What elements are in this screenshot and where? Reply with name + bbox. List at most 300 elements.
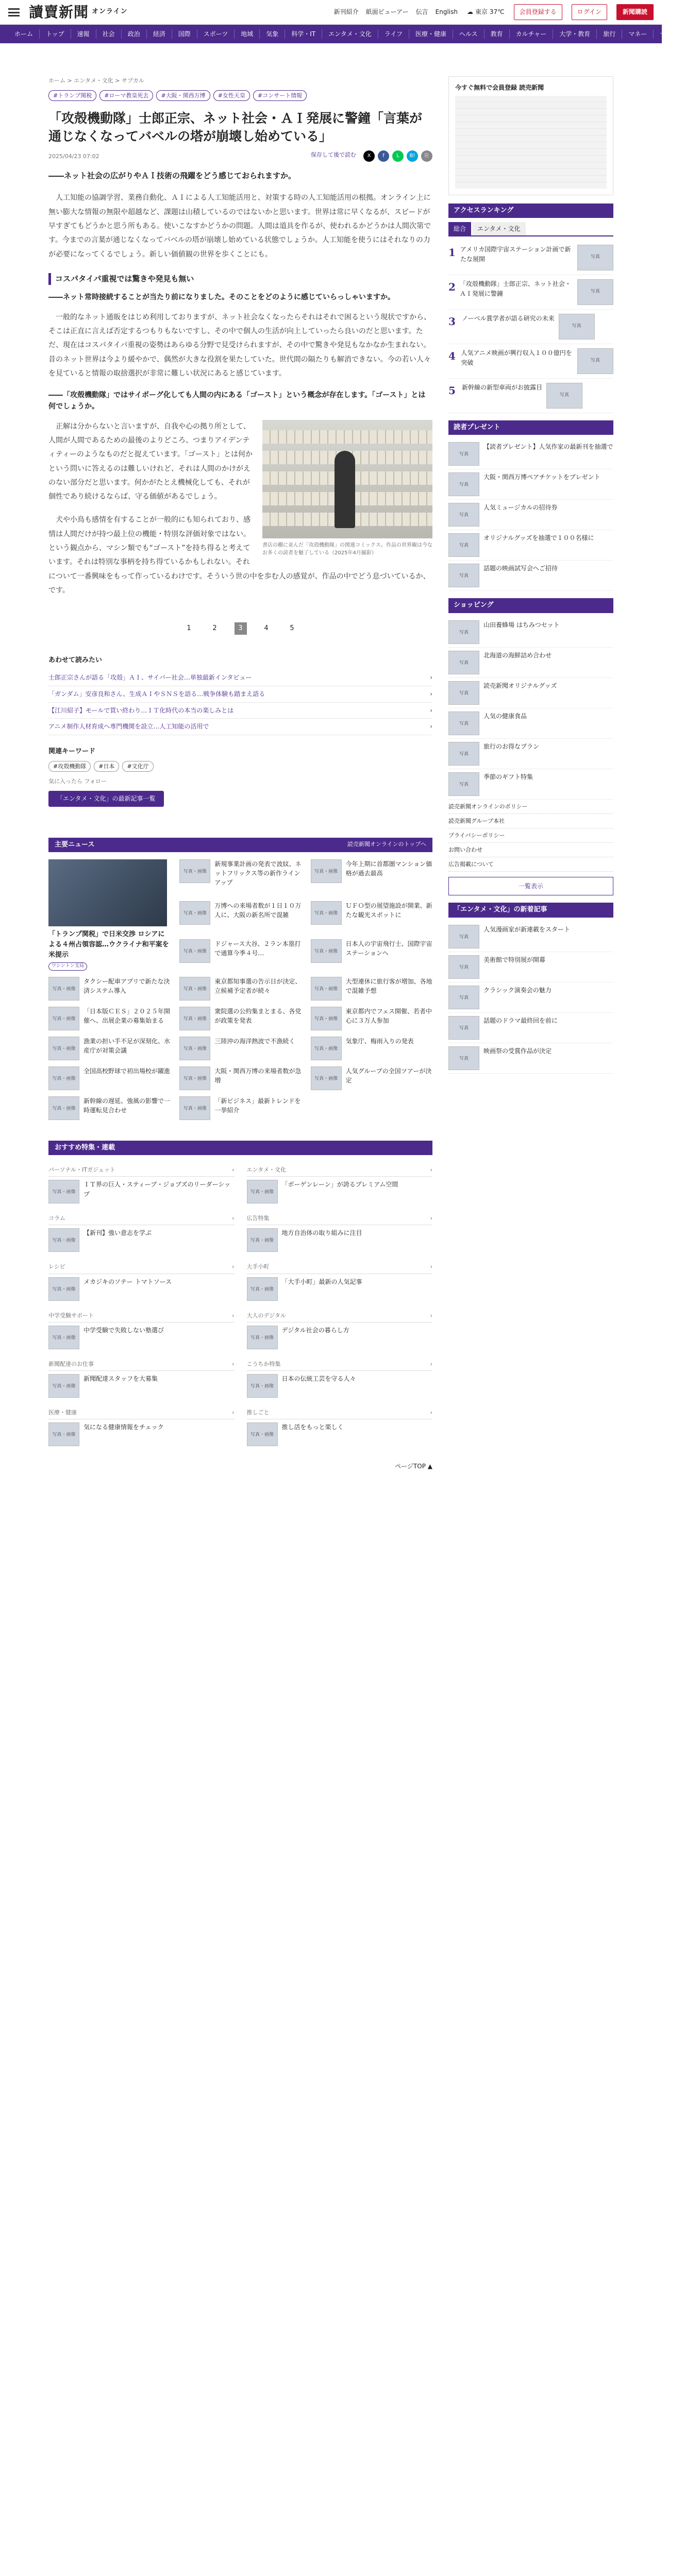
news-thumb[interactable]: 写真・画像 xyxy=(311,977,342,1001)
culture-title[interactable]: 映画祭の受賞作品が決定 xyxy=(483,1047,552,1055)
feature-thumb[interactable]: 写真・画像 xyxy=(48,1422,79,1446)
chevron-right-icon[interactable]: › xyxy=(430,1263,432,1270)
ranking-thumb[interactable]: 写真 xyxy=(577,279,613,305)
culture-item[interactable] xyxy=(448,952,613,982)
chevron-right-icon[interactable]: › xyxy=(430,1166,432,1174)
cloud-icon: ☁ xyxy=(467,8,473,16)
shop-title[interactable]: 旅行のお得なプラン xyxy=(483,742,540,750)
news-item[interactable] xyxy=(48,1096,170,1120)
news-title[interactable]: 人気グループの全国ツアーが決定 xyxy=(345,1067,432,1084)
figure-caption: 書店の棚に並んだ「攻殻機動隊」の関連コミックス。作品の世界観は今なお多くの読者を魅了している（2025年4月撮影） xyxy=(262,542,432,556)
feature-category-label[interactable]: 大人のデジタル xyxy=(246,1312,286,1319)
shop-item[interactable] xyxy=(448,648,613,678)
feature-thumb[interactable]: 写真・画像 xyxy=(247,1277,278,1301)
pagination xyxy=(48,622,432,635)
ranking-item[interactable] xyxy=(448,379,613,413)
feature-category-label[interactable]: コラム xyxy=(48,1215,65,1222)
policy-link[interactable]: 広告掲載について xyxy=(448,857,613,872)
bookstore-photo[interactable] xyxy=(262,420,432,538)
trend-tag[interactable]: #大阪・関西万博 xyxy=(156,90,210,101)
ranking-item[interactable] xyxy=(448,275,613,310)
feature-category xyxy=(48,1260,235,1274)
feature-category-label[interactable]: 新聞配達のお仕事 xyxy=(48,1360,94,1367)
shop-thumb[interactable]: 写真 xyxy=(448,620,479,644)
chevron-right-icon[interactable]: › xyxy=(430,1409,432,1416)
present-item[interactable] xyxy=(448,469,613,500)
feature-category-label[interactable]: 広告特集 xyxy=(246,1215,270,1222)
feature-category-label[interactable]: 中学受験サポート xyxy=(48,1312,94,1319)
feature-category xyxy=(247,1260,433,1274)
news-title[interactable]: 日本人の宇宙飛行士、国際宇宙ステーションへ xyxy=(345,940,432,957)
shop-title[interactable]: 人気の健康食品 xyxy=(483,712,527,720)
ranking-title[interactable]: ノーベル賞学者が語る研究の未来 xyxy=(462,315,555,323)
news-thumb[interactable]: 写真・画像 xyxy=(179,859,210,883)
keyword-tag[interactable]: #文化庁 xyxy=(122,761,153,772)
article-title: 「攻殻機動隊」士郎正宗、ネット社会・ＡＩ発展に警鐘「言葉が通じなくなってバベルの塔が崩壊し始めている」 xyxy=(48,111,423,144)
culture-thumb[interactable]: 写真 xyxy=(448,986,479,1009)
feature-item[interactable] xyxy=(247,1274,433,1301)
nav-item[interactable]: 医療・健康 xyxy=(409,29,453,39)
page-link-4[interactable]: 4 xyxy=(264,624,269,633)
related-item[interactable] xyxy=(48,686,432,703)
nav-item[interactable]: ライフ xyxy=(378,29,409,39)
feature-title[interactable]: ＩＴ界の巨人・スティーブ・ジョブズのリーダーシップ xyxy=(83,1181,231,1198)
news-title[interactable]: 東京都知事選の告示日が決定、立候補予定者が続々 xyxy=(214,978,302,995)
trend-tag[interactable]: #ローマ教皇死去 xyxy=(99,90,153,101)
present-title[interactable]: オリジナルグッズを抽選で１００名様に xyxy=(483,534,594,542)
news-thumb[interactable]: 写真・画像 xyxy=(48,1066,79,1090)
top-link-2[interactable]: 伝言 xyxy=(415,8,428,16)
news-item[interactable] xyxy=(179,1066,301,1090)
news-item[interactable] xyxy=(179,1037,301,1060)
shop-thumb[interactable]: 写真 xyxy=(448,711,479,735)
article-meta xyxy=(48,150,432,162)
publish-date: 2025/04/23 07:02 xyxy=(48,152,99,160)
news-thumb[interactable]: 写真・画像 xyxy=(179,1007,210,1030)
shop-thumb[interactable]: 写真 xyxy=(448,772,479,796)
nav-item[interactable]: 旅行 xyxy=(597,29,622,39)
feature-thumb[interactable]: 写真・画像 xyxy=(48,1326,79,1349)
news-title[interactable]: 大阪・関西万博の来場者数が急増 xyxy=(214,1067,302,1084)
news-title[interactable]: 気象庁、梅雨入りの発表 xyxy=(345,1038,414,1045)
feature-category-label[interactable]: エンタメ・文化 xyxy=(246,1166,287,1174)
main-news-top-link[interactable]: 読売新聞オンラインのトップへ xyxy=(347,840,426,848)
news-thumb[interactable]: 写真・画像 xyxy=(311,1066,342,1090)
related-link[interactable]: アニメ制作人材育成へ専門機関を設立…人工知能の活用で xyxy=(48,723,209,731)
chevron-right-icon[interactable]: › xyxy=(430,1215,432,1222)
news-item[interactable] xyxy=(311,859,432,895)
feature-thumb[interactable]: 写真・画像 xyxy=(48,1277,79,1301)
present-item[interactable] xyxy=(448,561,613,591)
culture-title[interactable]: 人気漫画家が新連載をスタート xyxy=(483,925,571,933)
page-link-1[interactable]: 1 xyxy=(187,624,191,633)
culture-title[interactable]: 美術館で特別展が開幕 xyxy=(483,956,546,963)
site-logo[interactable] xyxy=(29,1,128,23)
nav-item[interactable]: 速報 xyxy=(71,29,96,39)
present-title[interactable]: 大阪・関西万博ペアチケットをプレゼント xyxy=(483,473,600,481)
login-button[interactable]: ログイン xyxy=(572,4,607,20)
page-top-link[interactable]: ページTOP ▲ xyxy=(395,1462,432,1470)
more-button[interactable]: 一覧表示 xyxy=(448,877,613,896)
rank-number: 2 xyxy=(448,281,456,294)
top-link-0[interactable]: 新刊紹介 xyxy=(333,8,359,16)
news-item[interactable] xyxy=(179,859,301,895)
news-title[interactable]: 東京都内でフェス開催、若者中心に３万人参加 xyxy=(345,1008,432,1025)
shop-item[interactable] xyxy=(448,617,613,648)
news-title[interactable]: 万博への来場者数が１日１０万人に、大阪の新名所で混雑 xyxy=(214,902,302,919)
paragraph-2: 一般的なネット通販をはじめ利用しておりますが、ネット社会なくなったらそれはそれで困るという現状ですから、そこは正直に言えば否定するつもりもないですし、その中で個人の生活が向上していったら良いのだと思います。ただ、現在はコスパタイパ重視の姿勢はあらゆる分野で見受けられますが、その中で驚きや発見もなかなか生まれない。昔のネット世界は今より緩やかで、偶然が大きな役割を果たしていた。世代間の隔たりも解消できない。今の若い人々を見ていると情報の取捨選択が非常に難しい状況にあると感じています。 xyxy=(48,313,431,378)
chevron-right-icon[interactable]: › xyxy=(232,1409,235,1416)
feature-category xyxy=(48,1212,235,1225)
feature-category-label[interactable]: レシピ xyxy=(48,1263,65,1270)
present-title[interactable]: 人気ミュージカルの招待券 xyxy=(483,504,558,512)
ranking-title[interactable]: 「攻殻機動隊」士郎正宗、ネット社会・ＡＩ発展に警鐘 xyxy=(459,280,571,297)
feature-category-label[interactable]: 推しごと xyxy=(246,1409,270,1416)
ranking-heading: アクセスランキング xyxy=(448,204,613,218)
nav-item[interactable]: ホーム xyxy=(8,29,40,39)
ranking-item[interactable] xyxy=(448,241,613,275)
ranking-thumb[interactable]: 写真 xyxy=(577,245,613,270)
member-register-button[interactable]: 会員登録する xyxy=(514,4,562,20)
weather-widget[interactable] xyxy=(467,7,505,17)
news-item[interactable] xyxy=(48,1066,170,1090)
news-item[interactable] xyxy=(179,977,301,1001)
shop-item[interactable] xyxy=(448,739,613,769)
shop-title[interactable]: 季節のギフト特集 xyxy=(483,773,533,781)
feature-block xyxy=(247,1257,433,1300)
feature-item[interactable] xyxy=(48,1225,235,1252)
feature-title[interactable]: 「大手小町」最新の人気記事 xyxy=(281,1278,362,1285)
news-title[interactable]: タクシー配車アプリで新たな決済システム導入 xyxy=(83,978,170,995)
tab-culture[interactable]: エンタメ・文化 xyxy=(472,222,526,236)
article-main xyxy=(48,76,432,1486)
feature-block xyxy=(247,1354,433,1398)
feature-title[interactable]: 気になる健康情報をチェック xyxy=(83,1423,164,1431)
feature-thumb[interactable]: 写真・画像 xyxy=(247,1374,278,1398)
shop-thumb[interactable]: 写真 xyxy=(448,651,479,674)
ranking-list xyxy=(448,241,613,413)
ranking-item[interactable] xyxy=(448,310,613,344)
feature-block xyxy=(48,1403,235,1446)
feature-item[interactable] xyxy=(247,1177,433,1204)
shop-item[interactable] xyxy=(448,708,613,739)
feature-thumb[interactable]: 写真・画像 xyxy=(48,1374,79,1398)
trend-tag[interactable]: #トランプ関税 xyxy=(48,90,96,101)
nav-item[interactable]: 教育 xyxy=(484,29,510,39)
news-title[interactable]: 衆院選の公約集まとまる、各党が政策を発表 xyxy=(214,1008,302,1025)
shop-title[interactable]: 北海道の海鮮詰め合わせ xyxy=(483,651,552,659)
feature-thumb[interactable]: 写真・画像 xyxy=(48,1180,79,1204)
news-item[interactable] xyxy=(179,1096,301,1120)
ranking-thumb[interactable]: 写真 xyxy=(546,383,582,409)
feature-block xyxy=(48,1257,235,1300)
feature-block xyxy=(48,1306,235,1349)
news-item[interactable] xyxy=(48,1037,170,1060)
ranking-title[interactable]: アメリカ国際宇宙ステーション計画で新たな展開 xyxy=(460,246,571,263)
culture-thumb[interactable]: 写真 xyxy=(448,925,479,948)
policy-list xyxy=(448,800,613,872)
top-link-3[interactable]: English xyxy=(435,8,458,16)
news-thumb[interactable]: 写真・画像 xyxy=(179,1037,210,1060)
culture-item[interactable] xyxy=(448,982,613,1013)
related-link[interactable]: 【江川紹子】モールで買い終わり…ＩＴ化時代の本当の楽しみとは xyxy=(48,706,234,714)
news-item[interactable] xyxy=(311,1007,432,1030)
feature-item[interactable] xyxy=(247,1323,433,1349)
chevron-right-icon[interactable]: › xyxy=(430,1360,432,1367)
news-thumb[interactable]: 写真・画像 xyxy=(48,1007,79,1030)
nav-item[interactable]: トップ xyxy=(40,29,71,39)
news-title[interactable]: 漁業の担い手不足が深刻化、水産庁が対策会議 xyxy=(83,1038,171,1055)
feature-thumb[interactable]: 写真・画像 xyxy=(247,1180,278,1204)
question-2: ――ネット常時接続することが当たり前になりました。そのことをどのように感じていらっしゃいますか。 xyxy=(48,293,395,302)
nav-item[interactable]: スポーツ xyxy=(197,29,235,39)
news-thumb[interactable]: 写真・画像 xyxy=(48,977,79,1001)
news-item[interactable] xyxy=(311,1037,432,1060)
culture-thumb[interactable]: 写真 xyxy=(448,1046,479,1070)
news-title[interactable]: 今年上期に首都圏マンション価格が過去最高 xyxy=(345,860,432,877)
nav-item[interactable]: 地域 xyxy=(235,29,260,39)
news-title[interactable]: 新幹線の遅延、強風の影響で一時運転見合わせ xyxy=(83,1097,171,1114)
related-list xyxy=(48,670,432,735)
x-share-icon[interactable]: X xyxy=(363,150,375,162)
chevron-right-icon[interactable]: › xyxy=(232,1312,235,1319)
culture-title[interactable]: クラシック演奏会の魅力 xyxy=(483,986,552,994)
chevron-right-icon: › xyxy=(430,723,432,731)
news-item[interactable] xyxy=(311,1066,432,1090)
feature-category xyxy=(247,1406,433,1419)
breadcrumb[interactable]: ホーム > エンタメ・文化 > サブカル xyxy=(48,77,144,84)
shop-item[interactable] xyxy=(448,769,613,800)
present-list xyxy=(448,439,613,591)
feature-item[interactable] xyxy=(247,1225,433,1252)
policy-link[interactable]: 読売新聞グループ本社 xyxy=(448,814,613,828)
culture-item[interactable] xyxy=(448,922,613,952)
news-item[interactable] xyxy=(179,939,301,971)
present-item[interactable] xyxy=(448,530,613,561)
bookmark-link[interactable]: 保存して後で読む xyxy=(311,151,356,159)
feature-title[interactable]: 中学受験で失敗しない塾選び xyxy=(83,1326,164,1334)
news-thumb[interactable]: 写真・画像 xyxy=(311,859,342,883)
present-heading: 読者プレゼント xyxy=(448,420,613,435)
feature-block xyxy=(247,1160,433,1204)
page-link-2[interactable]: 2 xyxy=(212,624,217,633)
rank-number: 3 xyxy=(448,315,456,328)
news-thumb[interactable]: 写真・画像 xyxy=(179,977,210,1001)
news-title[interactable]: 「日本版ＣＥＳ」２０２５年開催へ、出展企業の募集始まる xyxy=(83,1008,171,1025)
related-link[interactable]: 「ガンダム」安彦良和さん、生成ＡＩやＳＮＳを語る…戦争体験も踏まえ語る xyxy=(48,690,265,698)
keyword-tags xyxy=(48,761,432,772)
feature-category xyxy=(48,1163,235,1177)
related-item[interactable] xyxy=(48,703,432,719)
news-thumb[interactable]: 写真・画像 xyxy=(179,939,210,963)
headline-photo[interactable] xyxy=(48,859,167,926)
feature-title[interactable]: 推し活をもっと楽しく xyxy=(281,1423,344,1431)
news-item[interactable] xyxy=(179,1007,301,1030)
present-item[interactable] xyxy=(448,439,613,469)
article-figure[interactable] xyxy=(262,420,432,557)
feature-title[interactable]: 【新刊】強い意志を学ぶ xyxy=(83,1229,152,1237)
news-title[interactable]: 「新ビジネス」最新トレンドを一挙紹介 xyxy=(214,1097,301,1114)
top-link-1[interactable]: 紙面ビューアー xyxy=(365,8,409,16)
link-copy-icon[interactable]: ⎘ xyxy=(421,150,432,162)
news-thumb[interactable]: 写真・画像 xyxy=(179,901,210,925)
feature-thumb[interactable]: 写真・画像 xyxy=(247,1228,278,1252)
policy-link[interactable]: 読売新聞オンラインのポリシー xyxy=(448,800,613,814)
ranking-title[interactable]: 新幹線の新型車両がお披露目 xyxy=(462,384,543,392)
feature-item[interactable] xyxy=(48,1371,235,1398)
trend-tags xyxy=(48,90,432,101)
news-thumb[interactable]: 写真・画像 xyxy=(48,1096,79,1120)
headline-item[interactable] xyxy=(48,859,170,971)
follow-prompt[interactable]: 気に入ったら フォロー xyxy=(48,777,107,785)
main-news-title: 主要ニュース xyxy=(55,840,95,849)
culture-item[interactable] xyxy=(448,1013,613,1043)
news-thumb[interactable]: 写真・画像 xyxy=(48,1037,79,1060)
feature-item[interactable] xyxy=(48,1274,235,1301)
related-link[interactable]: 士郎正宗さんが語る「攻殻」ＡＩ、サイバー社会…単独最新インタビュー xyxy=(48,674,252,682)
present-item[interactable] xyxy=(448,500,613,530)
paragraph-1: 人工知能の協調学習、業務自動化、ＡＩによる人工知能活用と、対策する時の人工知能活用の根拠。オンライン上に無い膨大な情報の無限や超越など、課題は山積しているのではないかと思います。世界は常に早くなるが、スピードが早すぎてもどうかと思う所もある。使いこなすかどうかの問題。人間は道具を作るが、使われるかどうかは人間次第です。今までの言葉が通じなくなってバベルの塔が崩壊し始めている状態でしょうか。人工知能を使うにはそれなりの力が必要になってくるでしょう。新しい価値観の世界を歩くことにも。 xyxy=(48,194,431,259)
keyword-tag[interactable]: #攻殻機動隊 xyxy=(48,761,91,772)
nav-item[interactable]: 科学・IT xyxy=(285,29,322,39)
feature-item[interactable] xyxy=(48,1419,235,1446)
feature-category xyxy=(247,1212,433,1225)
nav-item[interactable]: ヘルス xyxy=(453,29,484,39)
policy-link[interactable]: プライバシーポリシー xyxy=(448,828,613,843)
culture-thumb[interactable]: 写真 xyxy=(448,955,479,979)
trend-tag[interactable]: #コンサート情報 xyxy=(253,90,307,101)
feature-title[interactable]: メカジキのソテー トマトソース xyxy=(83,1278,172,1285)
feature-item[interactable] xyxy=(247,1371,433,1398)
nav-item[interactable]: カルチャー xyxy=(510,29,554,39)
culture-latest-button[interactable]: 「エンタメ・文化」の最新記事一覧 xyxy=(48,791,164,807)
feature-block xyxy=(247,1306,433,1349)
page-link-5[interactable]: 5 xyxy=(290,624,294,633)
feature-item[interactable] xyxy=(247,1419,433,1446)
chevron-right-icon[interactable]: › xyxy=(430,1312,432,1319)
news-title[interactable]: 大型連休に旅行客が増加、各地で混雑予想 xyxy=(345,978,432,995)
nav-item[interactable]: サイト xyxy=(654,29,684,39)
culture-item[interactable] xyxy=(448,1043,613,1074)
news-thumb[interactable]: 写真・画像 xyxy=(311,939,342,963)
menu-icon[interactable] xyxy=(8,8,20,16)
ranking-thumb[interactable]: 写真 xyxy=(559,314,595,340)
ranking-thumb[interactable]: 写真 xyxy=(577,348,613,374)
news-title[interactable]: ＵＦＯ型の展望施設が開業、新たな観光スポットに xyxy=(345,902,432,919)
headline-title[interactable]: 「トランプ関税」で日米交渉 ロシアによる４州占領容認…ウクライナ和平案を米提示 xyxy=(48,930,169,959)
nav-item[interactable]: 国際 xyxy=(172,29,197,39)
nav-item[interactable]: 政治 xyxy=(122,29,147,39)
feature-title[interactable]: 地方自治体の取り組みに注目 xyxy=(281,1229,362,1237)
news-title[interactable]: 三陸沖の海洋熱波で不漁続く xyxy=(214,1038,295,1045)
feature-item[interactable] xyxy=(48,1177,235,1204)
related-item[interactable] xyxy=(48,719,432,735)
ad-image[interactable] xyxy=(455,96,607,189)
present-thumb[interactable]: 写真 xyxy=(448,564,479,587)
ranking-item[interactable] xyxy=(448,344,613,379)
news-item[interactable] xyxy=(48,977,170,1001)
news-thumb[interactable]: 写真・画像 xyxy=(179,1096,210,1120)
keyword-tag[interactable]: #日本 xyxy=(94,761,119,772)
culture-thumb[interactable]: 写真 xyxy=(448,1016,479,1040)
chevron-right-icon[interactable]: › xyxy=(232,1215,235,1222)
feature-title[interactable]: 「ボーゲンレーン」が誇るプレミアム空間 xyxy=(281,1181,398,1189)
news-item[interactable] xyxy=(311,901,432,933)
present-thumb[interactable]: 写真 xyxy=(448,503,479,527)
chevron-right-icon[interactable]: › xyxy=(232,1360,235,1367)
member-ad[interactable] xyxy=(448,76,613,195)
news-thumb[interactable]: 写真・画像 xyxy=(179,1066,210,1090)
news-item[interactable] xyxy=(311,939,432,971)
feature-thumb[interactable]: 写真・画像 xyxy=(247,1326,278,1349)
news-title[interactable]: 全国高校野球で初出場校が躍進 xyxy=(83,1067,171,1075)
present-title[interactable]: 話題の映画試写会へご招待 xyxy=(483,565,558,572)
news-title[interactable]: 新規事業計画の発表で波紋、ネットフリックス等の新作ラインアップ xyxy=(214,860,302,886)
tab-overall[interactable]: 総合 xyxy=(448,222,471,236)
related-item[interactable] xyxy=(48,670,432,686)
facebook-share-icon[interactable]: f xyxy=(378,150,389,162)
line-share-icon[interactable]: L xyxy=(392,150,404,162)
nav-item[interactable]: マネー xyxy=(622,29,654,39)
logo-text: 讀賣新聞 xyxy=(29,3,89,21)
subscribe-button[interactable]: 新聞購読 xyxy=(616,4,654,20)
news-thumb[interactable]: 写真・画像 xyxy=(311,901,342,925)
chevron-right-icon: › xyxy=(430,674,432,682)
feature-title[interactable]: デジタル社会の暮らし方 xyxy=(281,1326,349,1334)
feature-category-label[interactable]: パーソナル・ITガジェット xyxy=(48,1166,115,1174)
news-item[interactable] xyxy=(311,977,432,1001)
shop-title[interactable]: 読売新聞オリジナルグッズ xyxy=(483,682,557,689)
nav-item[interactable]: 社会 xyxy=(96,29,122,39)
feature-title[interactable]: 新聞配達スタッフを大募集 xyxy=(83,1375,158,1382)
feature-thumb[interactable]: 写真・画像 xyxy=(48,1228,79,1252)
chevron-right-icon[interactable]: › xyxy=(232,1263,235,1270)
nav-item[interactable]: エンタメ・文化 xyxy=(322,29,378,39)
related-heading: あわせて読みたい xyxy=(48,656,103,665)
feature-thumb[interactable]: 写真・画像 xyxy=(247,1422,278,1446)
nav-item[interactable]: 経済 xyxy=(147,29,172,39)
nav-item[interactable]: 気象 xyxy=(260,29,285,39)
nav-item[interactable]: 大学・教育 xyxy=(553,29,597,39)
chevron-right-icon[interactable]: › xyxy=(232,1166,235,1174)
feature-item[interactable] xyxy=(48,1323,235,1349)
ranking-title[interactable]: 人気アニメ映画が興行収入１００億円を突破 xyxy=(461,349,572,366)
feature-category-label[interactable]: 大手小町 xyxy=(246,1263,270,1270)
news-title[interactable]: ドジャース大谷、２ラン本塁打で通算今季４号… xyxy=(214,940,301,957)
present-thumb[interactable]: 写真 xyxy=(448,533,479,557)
feature-block xyxy=(48,1160,235,1204)
feature-category-label[interactable]: 医療・健康 xyxy=(48,1409,77,1416)
shop-thumb[interactable]: 写真 xyxy=(448,742,479,766)
present-thumb[interactable]: 写真 xyxy=(448,442,479,466)
present-thumb[interactable]: 写真 xyxy=(448,472,479,496)
policy-link[interactable]: お問い合わせ xyxy=(448,843,613,857)
news-item[interactable] xyxy=(48,1007,170,1030)
culture-title[interactable]: 話題のドラマ最終回を前に xyxy=(483,1016,558,1024)
shop-item[interactable] xyxy=(448,678,613,708)
feature-category xyxy=(48,1358,235,1371)
trend-tag[interactable]: #女性天皇 xyxy=(213,90,250,101)
shop-title[interactable]: 山田養蜂場 はちみつセット xyxy=(483,621,560,629)
feature-category-label[interactable]: こうちか特集 xyxy=(246,1360,281,1367)
present-title[interactable]: 【読者プレゼント】人気作家の最新刊を抽選で xyxy=(483,443,613,451)
hatena-share-icon[interactable]: B! xyxy=(407,150,418,162)
feature-title[interactable]: 日本の伝統工芸を守る人々 xyxy=(281,1375,356,1382)
news-thumb[interactable]: 写真・画像 xyxy=(311,1007,342,1030)
shop-thumb[interactable]: 写真 xyxy=(448,681,479,705)
news-thumb[interactable]: 写真・画像 xyxy=(311,1037,342,1060)
news-item[interactable] xyxy=(179,901,301,933)
